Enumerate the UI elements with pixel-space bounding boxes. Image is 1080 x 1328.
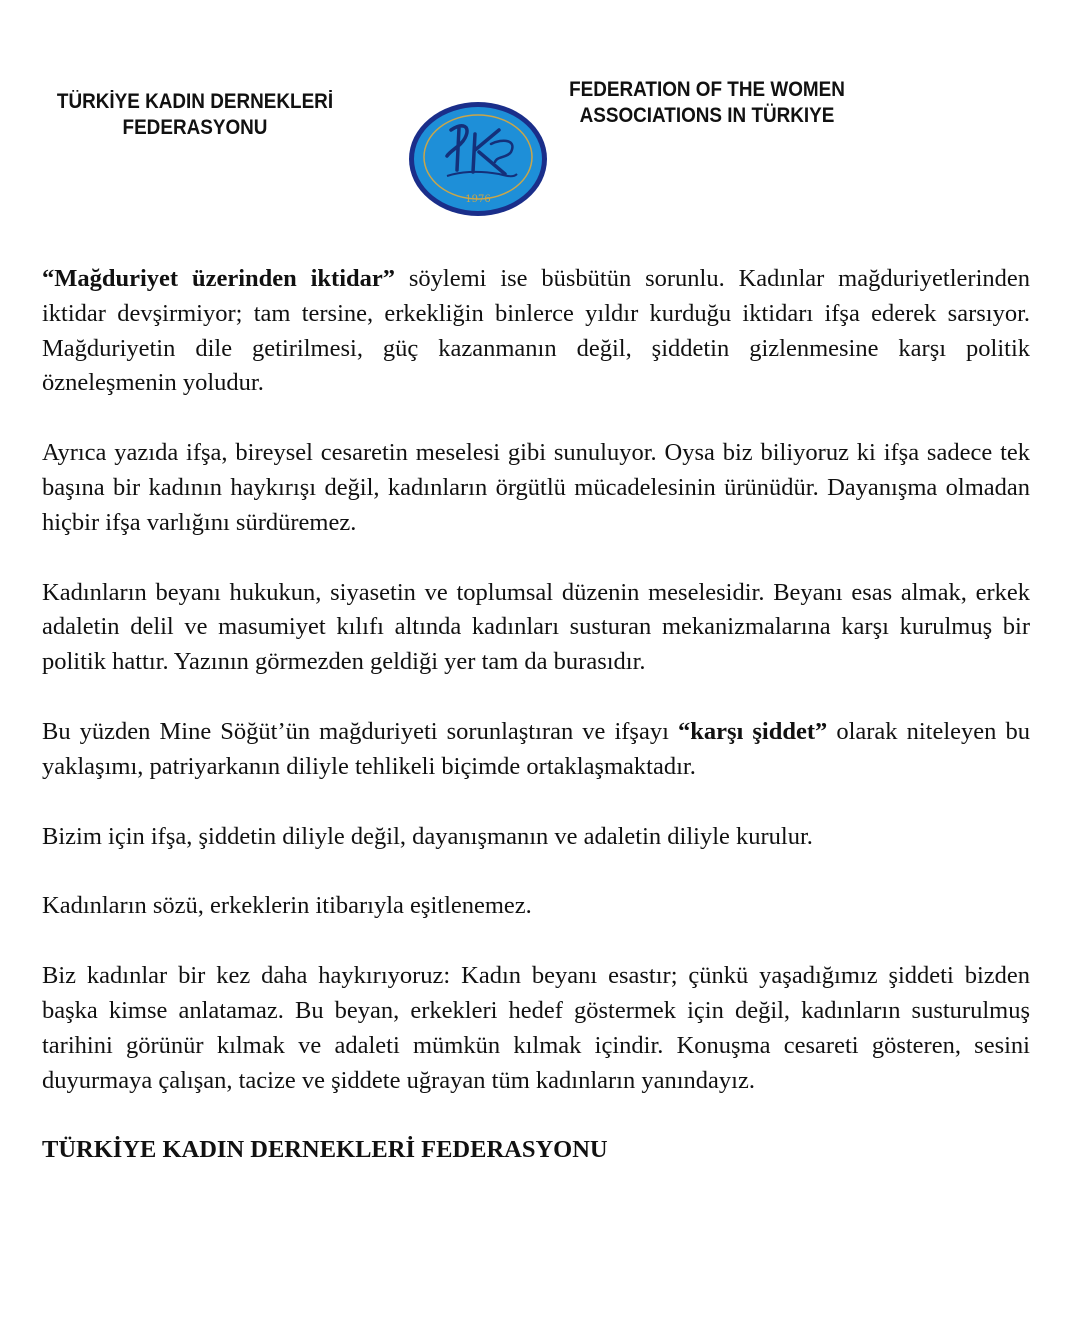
statement-body [42,262,1030,1203]
paragraph-2: Ayrıca yazıda ifşa, bireysel cesaretin meselesi gibi sunuluyor. Oysa biz biliyoruz ki ifşa sadece tek başına bir kadının haykırışı değil, kadınların örgütlü mücadelesinin ürünüdür. Dayanışma olmadan hiçbir ifşa varlığını sürdüremez. [42,439,1030,536]
header-left-line-1: TÜRKİYE KADIN DERNEKLERİ [56,90,334,113]
header-left-org-name [56,89,335,141]
paragraph-5: Bizim için ifşa, şiddetin diliyle değil, dayanışmanın ve adaletin diliyle kurulur. [42,822,813,850]
signature: TÜRKİYE KADIN DERNEKLERİ FEDERASYONU [42,1136,608,1164]
paragraph-3: Kadınların beyanı hukukun, siyasetin ve toplumsal düzenin meselesidir. Beyanı esas almak, erkek adaletin delil ve masumiyet kılıfı altında kadınları susturan mekanizmalarına karşı kurulmuş bir politik hattır. Yazının görmezden geldiği yer tam da burasıdır. [42,578,1030,676]
paragraph-1-text: söylemi ise büsbütün sorunlu. Kadınlar mağduriyetlerinden iktidar devşirmiyor; tam tersine, erkekliğin binlerce yıldır kurduğu iktidarı ifşa ederek sarsıyor. Mağduriyetin dile getirilmesi, güç kazanmanın değil, şiddetin gizlenmesine karşı politik özneleşmenin yoludur. [42,265,1030,397]
logo-year: 1976 [465,194,491,205]
header-right-org-name [564,77,850,129]
paragraph-1-bold-quote: “Mağduriyet üzerinden iktidar” [42,265,396,292]
paragraph-4-text-end: olarak niteleyen bu yaklaşımı, patriyarkanın diliyle tehlikeli biçimde ortaklaşmaktadır. [42,717,1030,780]
header-left-line-2: FEDERASYONU [122,116,268,139]
federation-logo-icon [407,100,549,218]
paragraph-4 [42,715,1030,785]
header-right-line-1: FEDERATION OF THE WOMEN [569,78,845,101]
header-right-line-2: ASSOCIATIONS IN TÜRKIYE [579,104,835,127]
paragraph-4-bold-quote: “karşı şiddet” [677,717,828,745]
paragraph-6: Kadınların sözü, erkeklerin itibarıyla eşitlenemez. [42,892,532,920]
paragraph-7: Biz kadınlar bir kez daha haykırıyoruz: Kadın beyanı esastır; çünkü yaşadığımız şiddeti bizden başka kimse anlatamaz. Bu beyan, erkekleri hedef göstermek için değil, kadınların susturulmuş tarihini görünür kılmak ve adaleti mümkün kılmak içindir. Konuşma cesareti gösteren, sesini duyurmaya çalışan, tacize ve şiddete uğrayan tüm kadınların yanındayız. [42,962,1030,1094]
paragraph-4-text-start: Bu yüzden Mine Söğüt’ün mağduriyeti sorunlaştıran ve ifşayı [42,717,678,745]
federation-logo [407,100,549,218]
paragraph-1 [42,262,1030,401]
